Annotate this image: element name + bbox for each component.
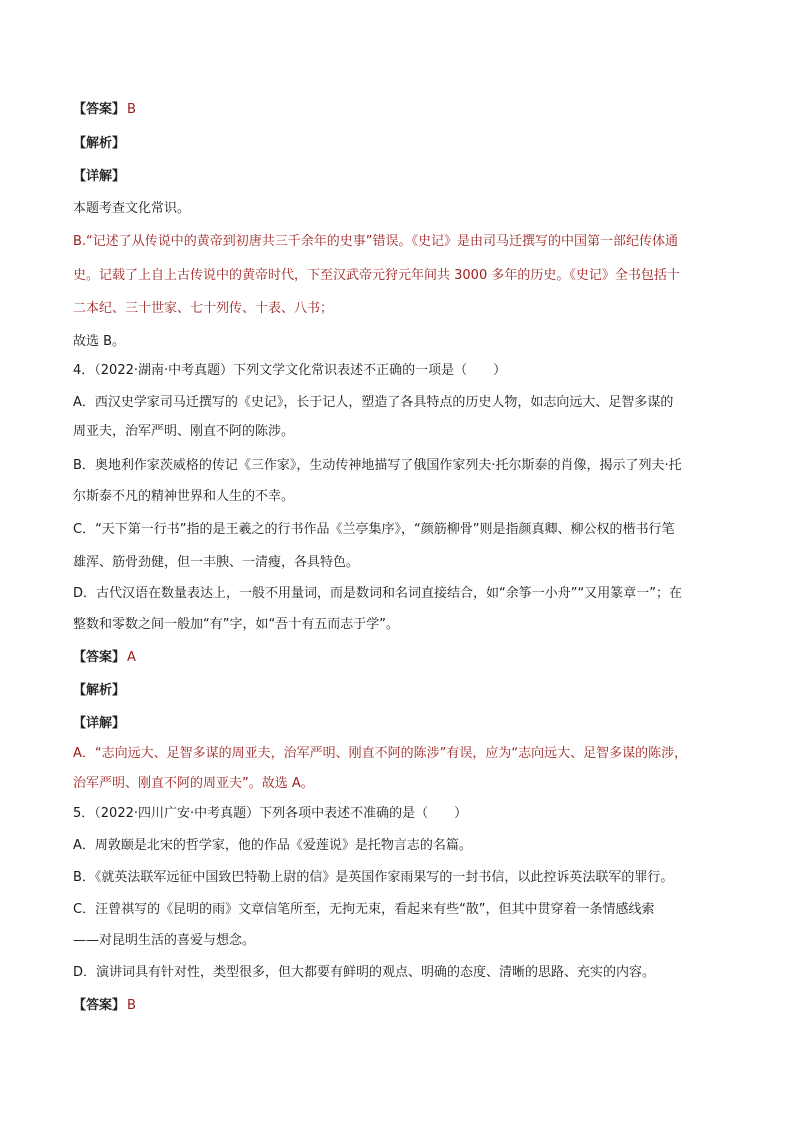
- question-4-option: A．西汉史学家司马迁撰写的《史记》，长于记人，塑造了各具特点的历史人物，如志向远大、足智多谋的: [73, 395, 674, 410]
- conclusion-line: 故选 B。: [73, 334, 126, 349]
- explanation-line: 治军严明、刚直不阿的周亚夫”。故选 A。: [73, 776, 314, 791]
- explanation-intro: 本题考查文化常识。: [73, 201, 191, 216]
- explanation-line: 史。记载了上自上古传说中的黄帝时代，下至汉武帝元狩元年间共 3000 多年的历史。《史记》全书包括十: [73, 268, 680, 283]
- analysis-label: 【解析】: [73, 683, 126, 698]
- explanation-line: B.“记述了从传说中的黄帝到初唐共三千余年的史事”错误。《史记》是由司马迁撰写的中国第一部纪传体通: [73, 234, 679, 249]
- answer-label: 【答案】: [73, 650, 126, 665]
- detail-label: 【详解】: [73, 169, 126, 184]
- question-5-option: ——对昆明生活的喜爱与想念。: [73, 933, 256, 948]
- question-4-option: D．古代汉语在数量表达上，一般不用量词，而是数词和名词直接结合，如“余筝一小舟”“又用篆章一”；在: [73, 586, 682, 601]
- explanation-line: A．“志向远大、足智多谋的周亚夫，治军严明、刚直不阿的陈涉”有误，应为“志向远大、足智多谋的陈涉，: [73, 746, 688, 761]
- answer-line-2: [73, 650, 136, 666]
- answer-label: 【答案】: [73, 998, 126, 1013]
- question-4-option: 整数和零数之间一般加“有”字，如“吾十有五而志于学”。: [73, 617, 399, 632]
- answer-line-1: [73, 102, 136, 118]
- detail-label: 【详解】: [73, 716, 126, 731]
- question-5-stem: 5．（2022·四川广安·中考真题）下列各项中表述不准确的是（ ）: [73, 806, 468, 821]
- question-4-option: B．奥地利作家茨威格的传记《三作家》，生动传神地描写了俄国作家列夫·托尔斯泰的肖像，揭示了列夫·托: [73, 458, 682, 473]
- answer-value: A: [127, 650, 136, 665]
- question-4-option: 周亚夫，治军严明、刚直不阿的陈涉。: [73, 424, 295, 439]
- answer-value: B: [127, 102, 136, 117]
- question-4-option: 尔斯泰不凡的精神世界和人生的不幸。: [73, 489, 295, 504]
- answer-label: 【答案】: [73, 102, 126, 117]
- question-5-option: D．演讲词具有针对性，类型很多，但大都要有鲜明的观点、明确的态度、清晰的思路、充实的内容。: [73, 965, 656, 980]
- answer-line-3: [73, 998, 136, 1014]
- question-5-option: B．《就英法联军远征中国致巴特勒上尉的信》是英国作家雨果写的一封书信，以此控诉英法联军的罪行。: [73, 870, 674, 885]
- question-4-option: C．“天下第一行书”指的是王羲之的行书作品《兰亭集序》，“颜筋柳骨”则是指颜真卿、柳公权的楷书行笔: [73, 522, 675, 537]
- question-5-option: C．汪曾祺写的《昆明的雨》文章信笔所至，无拘无束，看起来有些“散”，但其中贯穿着一条情感线索: [73, 902, 655, 917]
- answer-value: B: [127, 998, 136, 1013]
- explanation-line: 二本纪、三十世家、七十列传、十表、八书；: [73, 301, 334, 316]
- analysis-label: 【解析】: [73, 136, 126, 151]
- question-4-stem: 4．（2022·湖南·中考真题）下列文学文化常识表述不正确的一项是（ ）: [73, 363, 507, 378]
- question-4-option: 雄浑、筋骨劲健，但一丰腴、一清瘦，各具特色。: [73, 555, 360, 570]
- question-5-option: A．周敦颐是北宋的哲学家，他的作品《爱莲说》是托物言志的名篇。: [73, 838, 472, 853]
